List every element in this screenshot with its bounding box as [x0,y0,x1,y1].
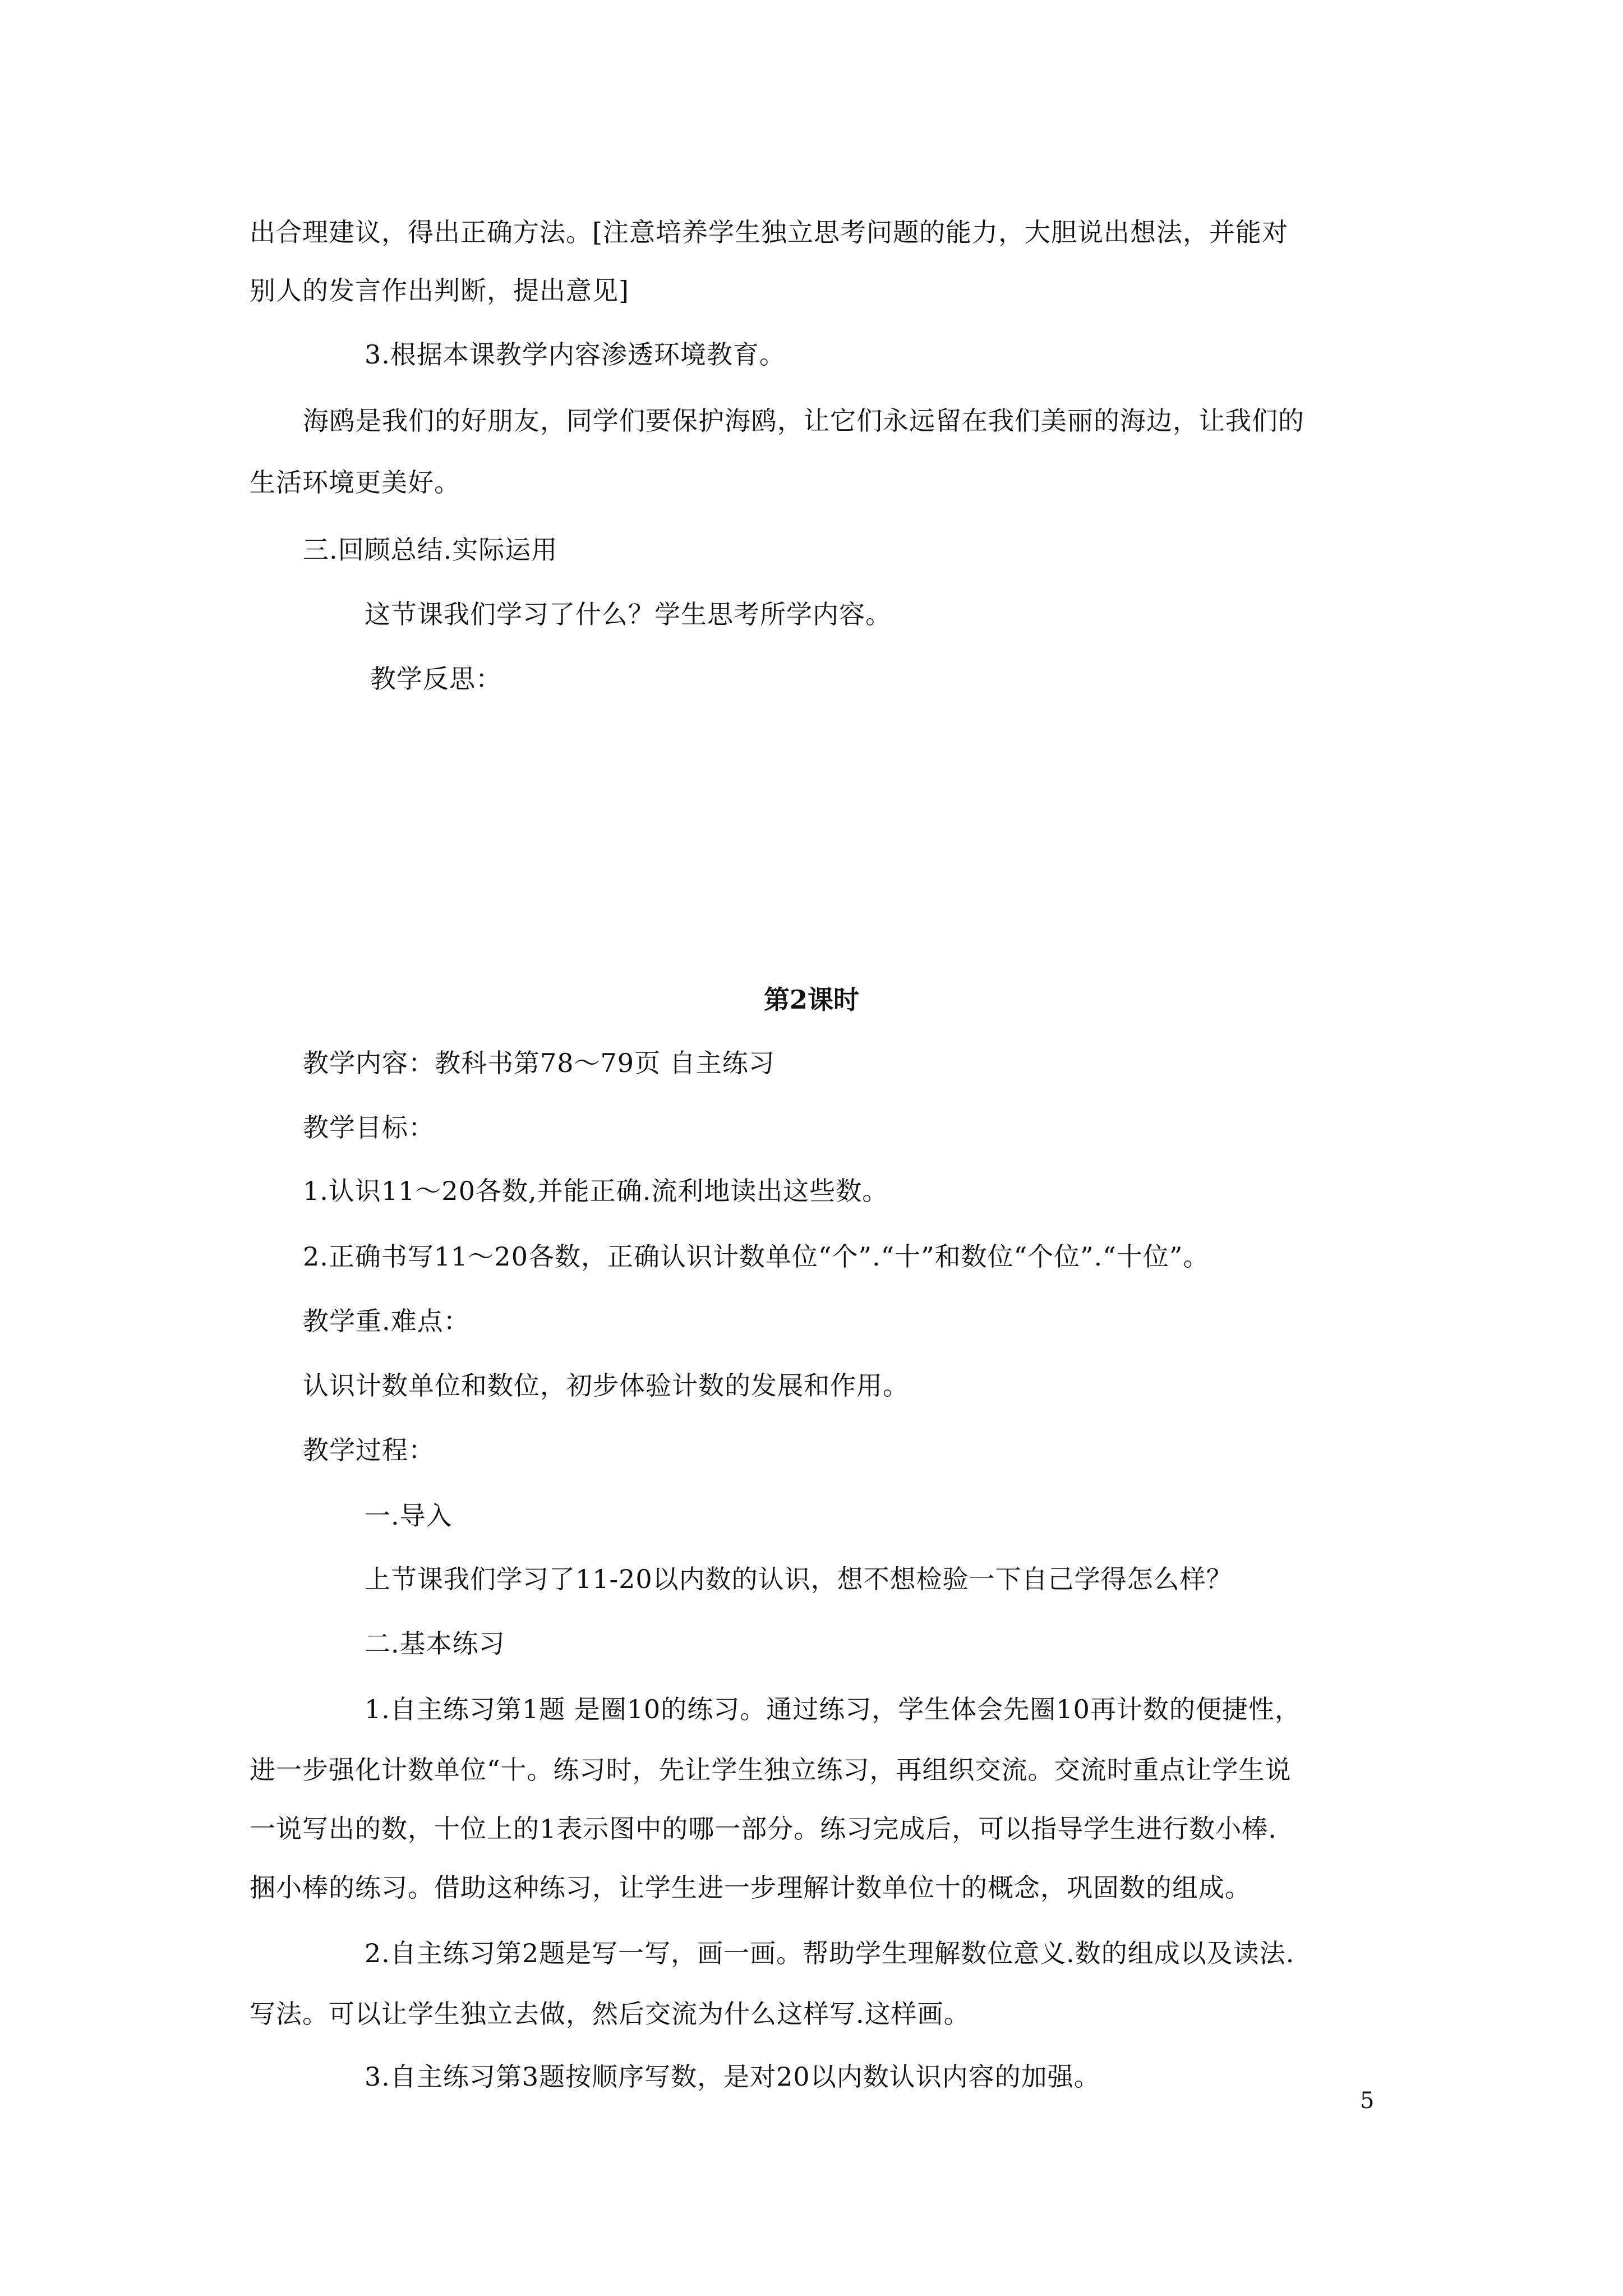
paragraph-line: 生活环境更美好。 [250,467,460,498]
list-item-3: 3.根据本课教学内容渗透环境教育。 [365,339,786,370]
paragraph-line: 出合理建议，得出正确方法。[注意培养学生独立思考问题的能力，大胆说出想法，并能对 [250,217,1288,247]
process-label: 教学过程： [303,1435,435,1465]
keypoints-label: 教学重.难点： [303,1306,470,1336]
goal-item-1: 1.认识11～20各数,并能正确.流利地读出这些数。 [303,1176,889,1206]
reflection-label: 教学反思： [370,664,502,694]
section-heading-basic: 二.基本练习 [365,1628,505,1659]
section-heading-review: 三.回顾总结.实际运用 [303,535,558,565]
lesson-title: 第2课时 [763,984,859,1015]
page-number: 5 [1360,2088,1375,2114]
paragraph-line: 一说写出的数，十位上的1表示图中的哪一部分。练习完成后，可以指导学生进行数小棒. [250,1814,1277,1844]
paragraph-line: 2.自主练习第2题是写一写，画一画。帮助学生理解数位意义.数的组成以及读法. [365,1938,1295,1968]
goals-label: 教学目标： [303,1112,435,1143]
section-heading-intro: 一.导入 [365,1501,453,1531]
teaching-content: 教学内容：教科书第78～79页 自主练习 [303,1048,775,1078]
paragraph-line: 这节课我们学习了什么？学生思考所学内容。 [365,599,892,629]
paragraph-line: 3.自主练习第3题按顺序写数，是对20以内数认识内容的加强。 [365,2062,1100,2092]
paragraph-line: 上节课我们学习了11-20以内数的认识，想不想检验一下自己学得怎么样？ [365,1564,1233,1594]
keypoints-text: 认识计数单位和数位，初步体验计数的发展和作用。 [303,1370,909,1401]
goal-item-2: 2.正确书写11～20各数，正确认识计数单位“个”.“十”和数位“个位”.“十位”。 [303,1241,1210,1272]
paragraph-line: 1.自主练习第1题 是圈10的练习。通过练习，学生体会先圈10再计数的便捷性， [365,1694,1301,1724]
paragraph-line: 别人的发言作出判断，提出意见] [250,275,629,306]
paragraph-line: 写法。可以让学生独立去做，然后交流为什么这样写.这样画。 [250,1999,970,2029]
paragraph-line: 海鸥是我们的好朋友，同学们要保护海鸥，让它们永远留在我们美丽的海边，让我们的 [303,406,1304,436]
paragraph-line: 进一步强化计数单位“十。练习时，先让学生独立练习，再组织交流。交流时重点让学生说 [250,1755,1292,1785]
paragraph-line: 捆小棒的练习。借助这种练习，让学生进一步理解计数单位十的概念，巩固数的组成。 [250,1872,1251,1903]
